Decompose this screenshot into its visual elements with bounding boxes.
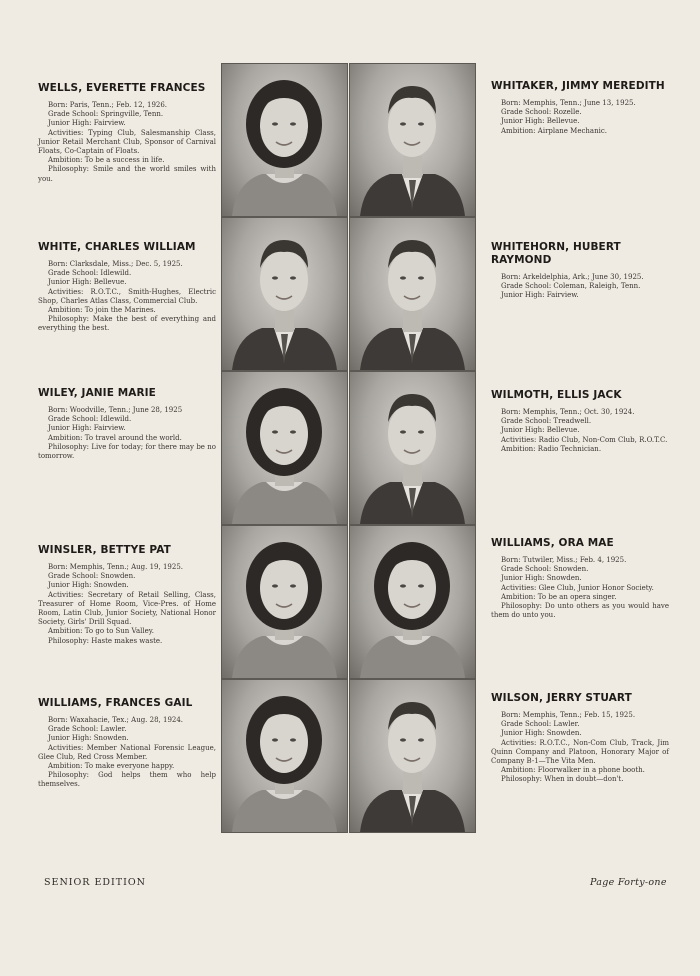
- activities-line: Activities: Secretary of Retail Selling, Class, Treasurer of Home Room, Vice-Pres. of Home Room, Latin Club, Junior Society, National Honor Society, Girls' Drill Squad.: [38, 590, 216, 627]
- grade-school-line: Grade School: Springville, Tenn.: [48, 110, 164, 119]
- student-portrait: [350, 218, 475, 370]
- philosophy-line: Philosophy: When in doubt—don't.: [501, 775, 624, 784]
- philosophy-line: Philosophy: Make the best of everything and everything the best.: [38, 315, 216, 333]
- student-name: WILSON, JERRY STUART: [491, 692, 632, 704]
- student-name: WILLIAMS, FRANCES GAIL: [38, 697, 193, 709]
- student-entry-wilson: [491, 692, 669, 785]
- student-portrait: [350, 680, 475, 832]
- born-line: Born: Memphis, Tenn.; Aug. 19, 1925.: [48, 563, 183, 571]
- activities-line: Activities: R.O.T.C., Smith-Hughes, Electric Shop, Charles Atlas Class, Commercial Club.: [38, 287, 216, 305]
- philosophy-line: Philosophy: Smile and the world smiles with you.: [38, 165, 216, 183]
- born-line: Born: Waxahacie, Tex.; Aug. 28, 1924.: [48, 716, 184, 724]
- footer-page-number: Page Forty-one: [590, 877, 667, 888]
- ambition-line: Ambition: To travel around the world.: [48, 433, 182, 442]
- born-line: Born: Paris, Tenn.; Feb. 12, 1926.: [48, 101, 168, 109]
- ambition-line: Ambition: Floorwalker in a phone booth.: [501, 766, 645, 775]
- born-line: Born: Arkeldelphia, Ark.; June 30, 1925.: [501, 273, 644, 281]
- grade-school-line: Grade School: Lawler.: [48, 725, 127, 734]
- grade-school-line: Grade School: Coleman, Raleigh, Tenn.: [501, 282, 641, 291]
- born-line: Born: Memphis, Tenn.; Oct. 30, 1924.: [501, 408, 635, 416]
- student-entry-williams-ora: [491, 537, 669, 620]
- student-entry-wilmoth: [491, 389, 669, 454]
- grade-school-line: Grade School: Lawler.: [501, 720, 580, 729]
- ambition-line: Ambition: Radio Technician.: [501, 444, 602, 453]
- junior-high-line: Junior High: Snowden.: [501, 574, 582, 583]
- grade-school-line: Grade School: Rozelle.: [501, 108, 582, 117]
- grade-school-line: Grade School: Treadwell.: [501, 417, 592, 426]
- activities-line: Activities: Radio Club, Non-Com Club, R.O.T.C.: [501, 435, 668, 444]
- student-entry-whitehorn: [491, 241, 669, 301]
- born-line: Born: Woodville, Tenn.; June 28, 1925: [48, 406, 183, 414]
- activities-line: Activities: Member National Forensic League, Glee Club, Red Cross Member.: [38, 743, 216, 761]
- philosophy-line: Philosophy: Haste makes waste.: [48, 636, 163, 645]
- ambition-line: Ambition: To join the Marines.: [48, 306, 156, 315]
- ambition-line: Ambition: To make everyone happy.: [48, 762, 175, 771]
- ambition-line: Ambition: To be a success in life.: [48, 156, 165, 165]
- born-line: Born: Tutwiler, Miss.; Feb. 4, 1925.: [501, 556, 627, 564]
- student-name: WILLIAMS, ORA MAE: [491, 537, 614, 549]
- student-name: WHITAKER, JIMMY MEREDITH: [491, 80, 665, 92]
- junior-high-line: Junior High: Fairview.: [48, 119, 126, 128]
- student-entry-winsler: [38, 544, 216, 646]
- student-portrait: [350, 64, 475, 216]
- grade-school-line: Grade School: Snowden.: [48, 572, 136, 581]
- student-name: WINSLER, BETTYE PAT: [38, 544, 171, 556]
- junior-high-line: Junior High: Fairview.: [501, 291, 579, 300]
- student-portrait: [222, 372, 347, 524]
- ambition-line: Ambition: To go to Sun Valley.: [48, 627, 155, 636]
- ambition-line: Ambition: Airplane Mechanic.: [501, 126, 607, 135]
- activities-line: Activities: R.O.T.C., Non-Com Club, Track, Jim Quinn Company and Platoon, Honorary Major of Company B-1—The Vita Men.: [491, 738, 669, 766]
- student-entry-wiley: [38, 387, 216, 461]
- student-portrait: [222, 680, 347, 832]
- ambition-line: Ambition: To be an opera singer.: [501, 592, 617, 601]
- philosophy-line: Philosophy: God helps them who help themselves.: [38, 771, 216, 789]
- student-name: WHITEHORN, HUBERT RAYMOND: [491, 241, 621, 266]
- student-entry-whitaker: [491, 80, 669, 136]
- student-name: WILEY, JANIE MARIE: [38, 387, 156, 399]
- junior-high-line: Junior High: Fairview.: [48, 424, 126, 433]
- footer-edition: SENIOR EDITION: [44, 877, 146, 888]
- student-entry-wells: [38, 82, 216, 184]
- born-line: Born: Clarksdale, Miss.; Dec. 5, 1925.: [48, 260, 183, 268]
- philosophy-line: Philosophy: Do unto others as you would have them do unto you.: [491, 602, 669, 620]
- student-entry-white: [38, 241, 216, 334]
- activities-line: Activities: Typing Club, Salesmanship Class, Junior Retail Merchant Club, Sponsor of Carnival Floats, Co-Captain of Floats.: [38, 128, 216, 156]
- student-portrait: [222, 218, 347, 370]
- activities-line: Activities: Glee Club, Junior Honor Society.: [501, 583, 654, 592]
- junior-high-line: Junior High: Snowden.: [501, 729, 582, 738]
- student-portrait: [222, 526, 347, 678]
- grade-school-line: Grade School: Snowden.: [501, 565, 589, 574]
- student-portrait: [350, 526, 475, 678]
- junior-high-line: Junior High: Snowden.: [48, 734, 129, 743]
- grade-school-line: Grade School: Idlewild.: [48, 415, 132, 424]
- born-line: Born: Memphis, Tenn.; Feb. 15, 1925.: [501, 711, 636, 719]
- junior-high-line: Junior High: Bellevue.: [501, 426, 580, 435]
- student-name: WHITE, CHARLES WILLIAM: [38, 241, 196, 253]
- junior-high-line: Junior High: Snowden.: [48, 581, 129, 590]
- student-entry-williams-frances: [38, 697, 216, 790]
- portrait-grid: [222, 64, 477, 832]
- student-name: WILMOTH, ELLIS JACK: [491, 389, 622, 401]
- student-portrait: [350, 372, 475, 524]
- student-name: WELLS, EVERETTE FRANCES: [38, 82, 206, 94]
- junior-high-line: Junior High: Bellevue.: [501, 117, 580, 126]
- grade-school-line: Grade School: Idlewild.: [48, 269, 132, 278]
- philosophy-line: Philosophy: Live for today; for there may be no tomorrow.: [38, 442, 216, 461]
- junior-high-line: Junior High: Bellevue.: [48, 278, 127, 287]
- born-line: Born: Memphis, Tenn.; June 13, 1925.: [501, 99, 636, 107]
- student-portrait: [222, 64, 347, 216]
